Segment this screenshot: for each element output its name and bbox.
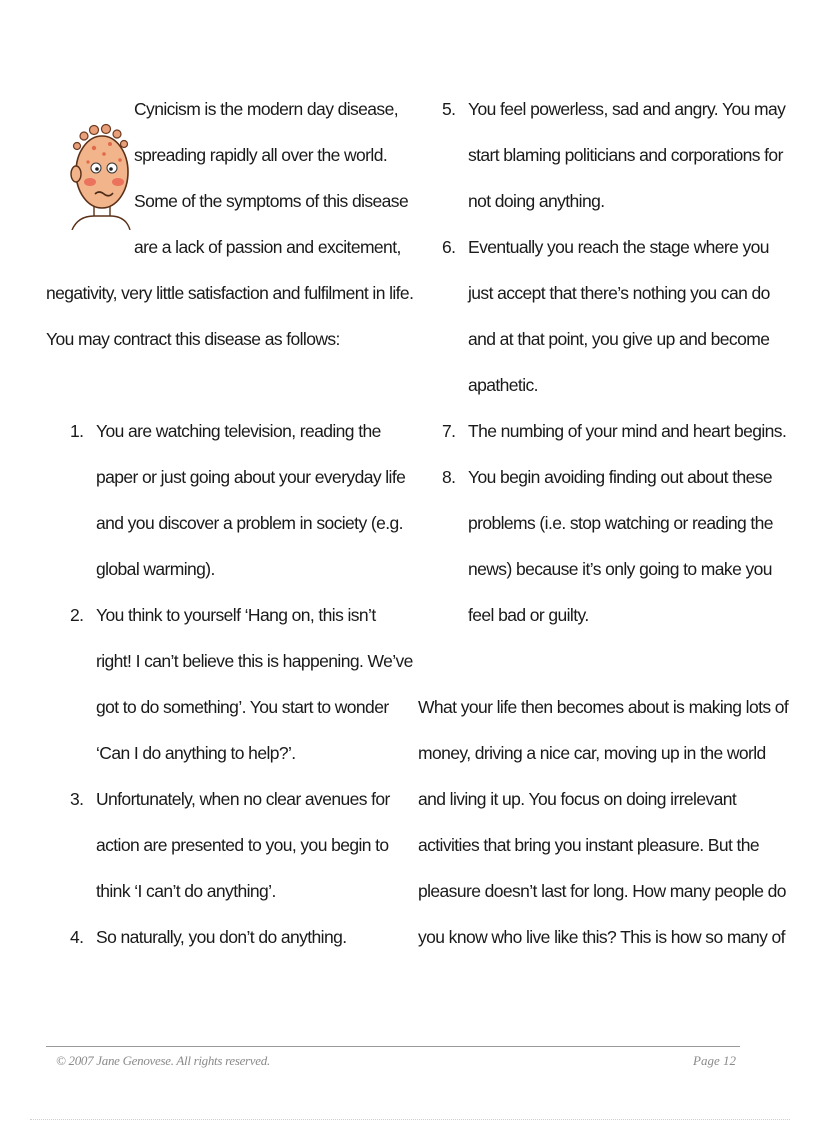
right-column [418, 86, 789, 960]
footer-copyright: © 2007 Jane Genovese. All rights reserved. [56, 1053, 270, 1068]
symptom-list-left [46, 408, 413, 960]
intro-line: Some of the symptoms of this disease [134, 191, 409, 211]
list-line: problems (i.e. stop watching or reading the [468, 513, 773, 533]
list-line: ‘Can I do anything to help?’. [96, 743, 296, 763]
sick-face-icon [64, 120, 134, 230]
paragraph-line: What your life then becomes about is making lots of [418, 697, 789, 717]
list-line: So naturally, you don’t do anything. [96, 927, 347, 947]
footer-page-number: Page 12 [693, 1053, 736, 1068]
list-line: feel bad or guilty. [468, 605, 589, 625]
intro-line: are a lack of passion and excitement, [134, 237, 401, 257]
list-item [418, 86, 786, 224]
list-line: start blaming politicians and corporations for [468, 145, 783, 165]
list-number: 8. [442, 467, 456, 487]
list-item [418, 224, 770, 408]
list-number: 5. [442, 99, 456, 119]
list-item [46, 914, 376, 960]
list-line: You feel powerless, sad and angry. You may [468, 99, 786, 119]
list-line: apathetic. [468, 375, 538, 395]
list-line: paper or just going about your everyday life [96, 467, 406, 487]
list-item [46, 408, 406, 592]
list-item [46, 776, 390, 914]
list-number: 1. [70, 421, 84, 441]
list-line: You begin avoiding finding out about these [468, 467, 773, 487]
left-column [46, 86, 414, 960]
paragraph-line: you know who live like this? This is how so many of [418, 927, 785, 947]
body-paragraph [418, 684, 789, 960]
list-line: global warming). [96, 559, 215, 579]
list-line: The numbing of your mind and heart begins. [468, 421, 787, 441]
list-number: 4. [70, 927, 84, 947]
list-line: You are watching television, reading the [96, 421, 381, 441]
list-line: right! I can’t believe this is happening. We’ve [96, 651, 413, 671]
list-item [418, 408, 787, 454]
paragraph-line: pleasure doesn’t last for long. How many people do [418, 881, 786, 901]
list-line: think ‘I can’t do anything’. [96, 881, 276, 901]
list-line: not doing anything. [468, 191, 605, 211]
list-line: Eventually you reach the stage where you [468, 237, 769, 257]
intro-line: Cynicism is the modern day disease, [134, 99, 398, 119]
footer-divider [46, 1046, 740, 1047]
list-number: 3. [70, 789, 84, 809]
list-line: just accept that there’s nothing you can do [468, 283, 770, 303]
list-number: 7. [442, 421, 456, 441]
page-edge-divider [30, 1119, 790, 1120]
list-number: 6. [442, 237, 456, 257]
list-line: Unfortunately, when no clear avenues for [96, 789, 390, 809]
intro-paragraph [46, 86, 414, 362]
list-item [418, 454, 773, 638]
list-item [46, 592, 413, 776]
paragraph-line: money, driving a nice car, moving up in the world [418, 743, 766, 763]
list-line: got to do something’. You start to wonder [96, 697, 389, 717]
intro-line: spreading rapidly all over the world. [134, 145, 388, 165]
list-line: action are presented to you, you begin to [96, 835, 389, 855]
list-line: and at that point, you give up and become [468, 329, 770, 349]
intro-line: negativity, very little satisfaction and fulfilment in life. [46, 283, 414, 303]
list-line: news) because it’s only going to make you [468, 559, 772, 579]
symptom-list-right [418, 86, 787, 638]
paragraph-line: activities that bring you instant pleasure. But the [418, 835, 760, 855]
list-line: and you discover a problem in society (e.g. [96, 513, 403, 533]
list-line: You think to yourself ‘Hang on, this isn’t [96, 605, 376, 625]
paragraph-line: and living it up. You focus on doing irrelevant [418, 789, 737, 809]
intro-line: You may contract this disease as follows: [46, 329, 340, 349]
list-number: 2. [70, 605, 84, 625]
